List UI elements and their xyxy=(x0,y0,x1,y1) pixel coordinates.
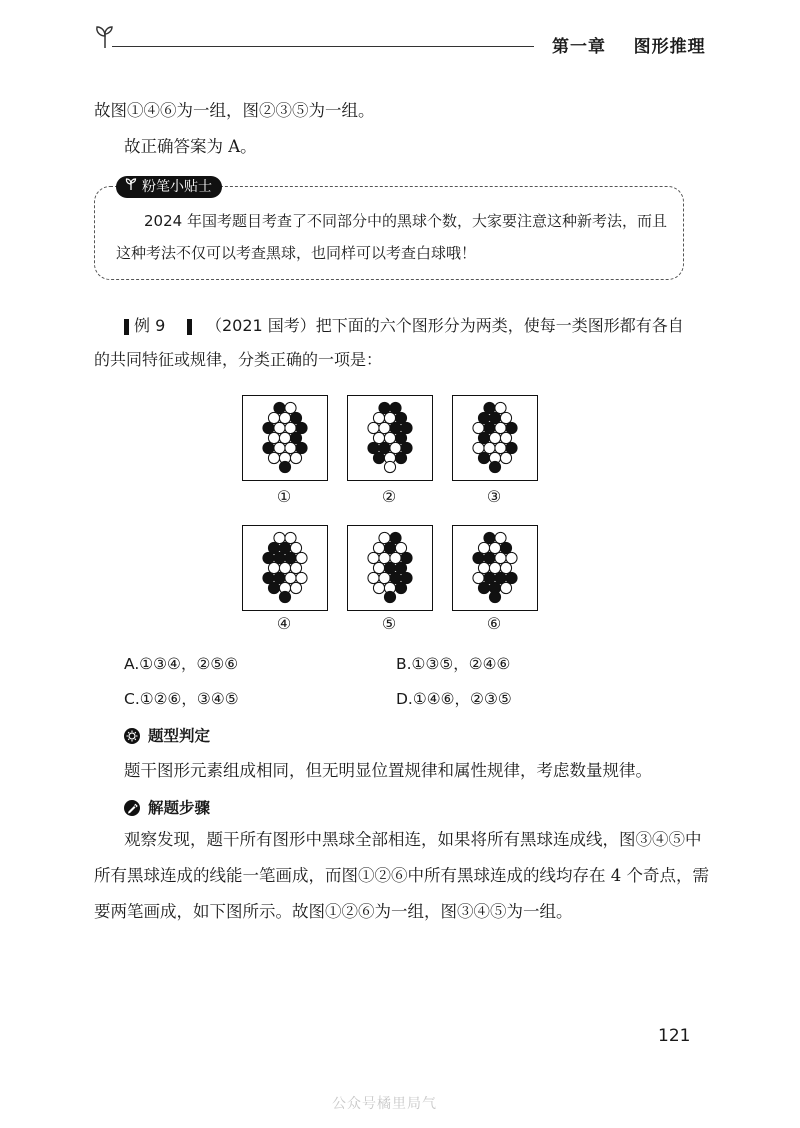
black-ball xyxy=(401,552,412,563)
section-title: 解题步骤 xyxy=(148,799,211,817)
black-ball xyxy=(384,542,395,553)
black-ball xyxy=(484,532,495,543)
white-ball xyxy=(368,552,379,563)
black-ball xyxy=(395,432,406,443)
white-ball xyxy=(285,402,296,413)
white-ball xyxy=(500,452,511,463)
black-ball xyxy=(390,422,401,433)
question-line: 的共同特征或规律，分类正确的一项是： xyxy=(94,350,383,369)
black-ball xyxy=(489,591,500,602)
black-ball xyxy=(484,572,495,583)
black-ball xyxy=(268,542,279,553)
section-text: 题干图形元素组成相同，但无明显位置规律和属性规律，考虑数量规律。 xyxy=(124,761,652,780)
white-ball xyxy=(500,432,511,443)
black-ball xyxy=(478,432,489,443)
black-ball xyxy=(401,572,412,583)
black-ball xyxy=(506,422,517,433)
black-ball xyxy=(290,432,301,443)
white-ball xyxy=(274,442,285,453)
black-ball xyxy=(506,442,517,453)
white-ball xyxy=(495,422,506,433)
black-ball xyxy=(296,442,307,453)
white-ball xyxy=(500,412,511,423)
black-ball xyxy=(279,461,290,472)
white-ball xyxy=(379,572,390,583)
black-ball xyxy=(401,442,412,453)
pen-icon xyxy=(124,800,140,816)
black-ball xyxy=(390,532,401,543)
section-text: 要两笔画成，如下图所示。故图①②⑥为一组，图③④⑤为一组。 xyxy=(94,902,573,921)
black-ball xyxy=(274,402,285,413)
tip-text-line: 这种考法不仅可以考查黑球，也同样可以考查白球哦！ xyxy=(116,244,477,262)
white-ball xyxy=(279,412,290,423)
section-text: 所有黑球连成的线能一笔画成，而图①②⑥中所有黑球连成的线均存在 4 个奇点，需 xyxy=(94,866,709,885)
chapter-title: 第一章 图形推理 xyxy=(552,37,706,57)
figure-6 xyxy=(452,525,538,611)
figure-1 xyxy=(242,395,328,481)
white-ball xyxy=(390,442,401,453)
black-ball xyxy=(368,442,379,453)
white-ball xyxy=(268,452,279,463)
black-ball xyxy=(274,572,285,583)
black-ball xyxy=(484,552,495,563)
option-a[interactable]: A.①③④，②⑤⑥ xyxy=(124,655,239,673)
white-ball xyxy=(384,412,395,423)
black-ball xyxy=(268,582,279,593)
white-ball xyxy=(384,461,395,472)
page-number: 121 xyxy=(658,1026,691,1046)
black-ball xyxy=(384,562,395,573)
white-ball xyxy=(384,432,395,443)
white-ball xyxy=(495,552,506,563)
white-ball xyxy=(285,422,296,433)
white-ball xyxy=(500,562,511,573)
white-ball xyxy=(390,552,401,563)
black-ball xyxy=(279,591,290,602)
white-ball xyxy=(473,572,484,583)
white-ball xyxy=(506,552,517,563)
black-ball xyxy=(478,452,489,463)
black-ball xyxy=(395,582,406,593)
white-ball xyxy=(500,582,511,593)
white-ball xyxy=(495,442,506,453)
black-ball xyxy=(263,552,274,563)
black-ball xyxy=(373,452,384,463)
black-ball xyxy=(390,572,401,583)
white-ball xyxy=(473,422,484,433)
white-ball xyxy=(279,562,290,573)
question-line: （2021 国考）把下面的六个图形分为两类，使每一类图形都有各自 xyxy=(206,316,684,335)
white-ball xyxy=(274,422,285,433)
white-ball xyxy=(473,442,484,453)
figure-3 xyxy=(452,395,538,481)
black-ball xyxy=(395,412,406,423)
sprout-icon xyxy=(90,22,120,52)
white-ball xyxy=(379,422,390,433)
white-ball xyxy=(478,542,489,553)
white-ball xyxy=(368,422,379,433)
black-ball xyxy=(484,422,495,433)
white-ball xyxy=(290,452,301,463)
white-ball xyxy=(290,562,301,573)
white-ball xyxy=(285,572,296,583)
section-title: 题型判定 xyxy=(148,727,211,745)
white-ball xyxy=(373,412,384,423)
black-ball xyxy=(274,552,285,563)
white-ball xyxy=(268,412,279,423)
black-ball xyxy=(296,422,307,433)
black-ball xyxy=(285,552,296,563)
option-b[interactable]: B.①③⑤，②④⑥ xyxy=(396,655,511,673)
black-ball xyxy=(489,461,500,472)
tip-box xyxy=(94,186,684,280)
white-ball xyxy=(373,582,384,593)
black-ball xyxy=(478,412,489,423)
conclusion-line: 故图①④⑥为一组，图②③⑤为一组。 xyxy=(94,101,375,120)
white-ball xyxy=(268,432,279,443)
section-text: 观察发现，题干所有图形中黑球全部相连，如果将所有黑球连成线，图③④⑤中 xyxy=(124,830,702,849)
white-ball xyxy=(296,572,307,583)
white-ball xyxy=(296,552,307,563)
white-ball xyxy=(478,562,489,573)
figure-label: ③ xyxy=(486,487,502,506)
black-ball xyxy=(263,422,274,433)
tip-text-line: 2024 年国考题目考查了不同部分中的黑球个数，大家要注意这种新考法，而且 xyxy=(144,212,667,230)
white-ball xyxy=(368,572,379,583)
figure-4 xyxy=(242,525,328,611)
figure-label: ⑥ xyxy=(486,614,502,633)
white-ball xyxy=(268,562,279,573)
tip-tag xyxy=(116,176,222,198)
figure-label: ② xyxy=(381,487,397,506)
black-ball xyxy=(379,402,390,413)
example-marker xyxy=(124,319,129,335)
option-c[interactable]: C.①②⑥，③④⑤ xyxy=(124,690,239,708)
black-ball xyxy=(495,572,506,583)
figure-label: ④ xyxy=(276,614,292,633)
black-ball xyxy=(395,452,406,463)
black-ball xyxy=(395,562,406,573)
white-ball xyxy=(395,542,406,553)
tip-tag-label: 粉笔小贴士 xyxy=(142,179,212,195)
figure-2 xyxy=(347,395,433,481)
white-ball xyxy=(495,402,506,413)
black-ball xyxy=(390,402,401,413)
black-ball xyxy=(500,542,511,553)
white-ball xyxy=(373,432,384,443)
example-marker xyxy=(187,319,192,335)
black-ball xyxy=(478,582,489,593)
white-ball xyxy=(495,532,506,543)
figure-5 xyxy=(347,525,433,611)
black-ball xyxy=(263,572,274,583)
sun-icon xyxy=(124,728,140,744)
black-ball xyxy=(484,402,495,413)
figure-label: ⑤ xyxy=(381,614,397,633)
white-ball xyxy=(373,542,384,553)
white-ball xyxy=(484,442,495,453)
white-ball xyxy=(274,532,285,543)
option-d[interactable]: D.①④⑥，②③⑤ xyxy=(396,690,512,708)
example-label: 例 9 xyxy=(134,316,166,335)
black-ball xyxy=(473,552,484,563)
sprout-icon xyxy=(124,176,138,198)
white-ball xyxy=(489,432,500,443)
black-ball xyxy=(384,591,395,602)
white-ball xyxy=(489,542,500,553)
black-ball xyxy=(263,442,274,453)
figure-label: ① xyxy=(276,487,292,506)
white-ball xyxy=(373,562,384,573)
black-ball xyxy=(401,422,412,433)
white-ball xyxy=(290,582,301,593)
black-ball xyxy=(489,412,500,423)
white-ball xyxy=(285,442,296,453)
black-ball xyxy=(506,572,517,583)
header-rule xyxy=(112,46,534,47)
white-ball xyxy=(279,432,290,443)
white-ball xyxy=(379,552,390,563)
white-ball xyxy=(489,562,500,573)
watermark: 公众号橘里局气 xyxy=(332,1096,437,1112)
black-ball xyxy=(379,442,390,453)
white-ball xyxy=(379,532,390,543)
black-ball xyxy=(279,542,290,553)
black-ball xyxy=(290,412,301,423)
white-ball xyxy=(285,532,296,543)
answer-line: 故正确答案为 A。 xyxy=(124,137,257,156)
white-ball xyxy=(290,542,301,553)
